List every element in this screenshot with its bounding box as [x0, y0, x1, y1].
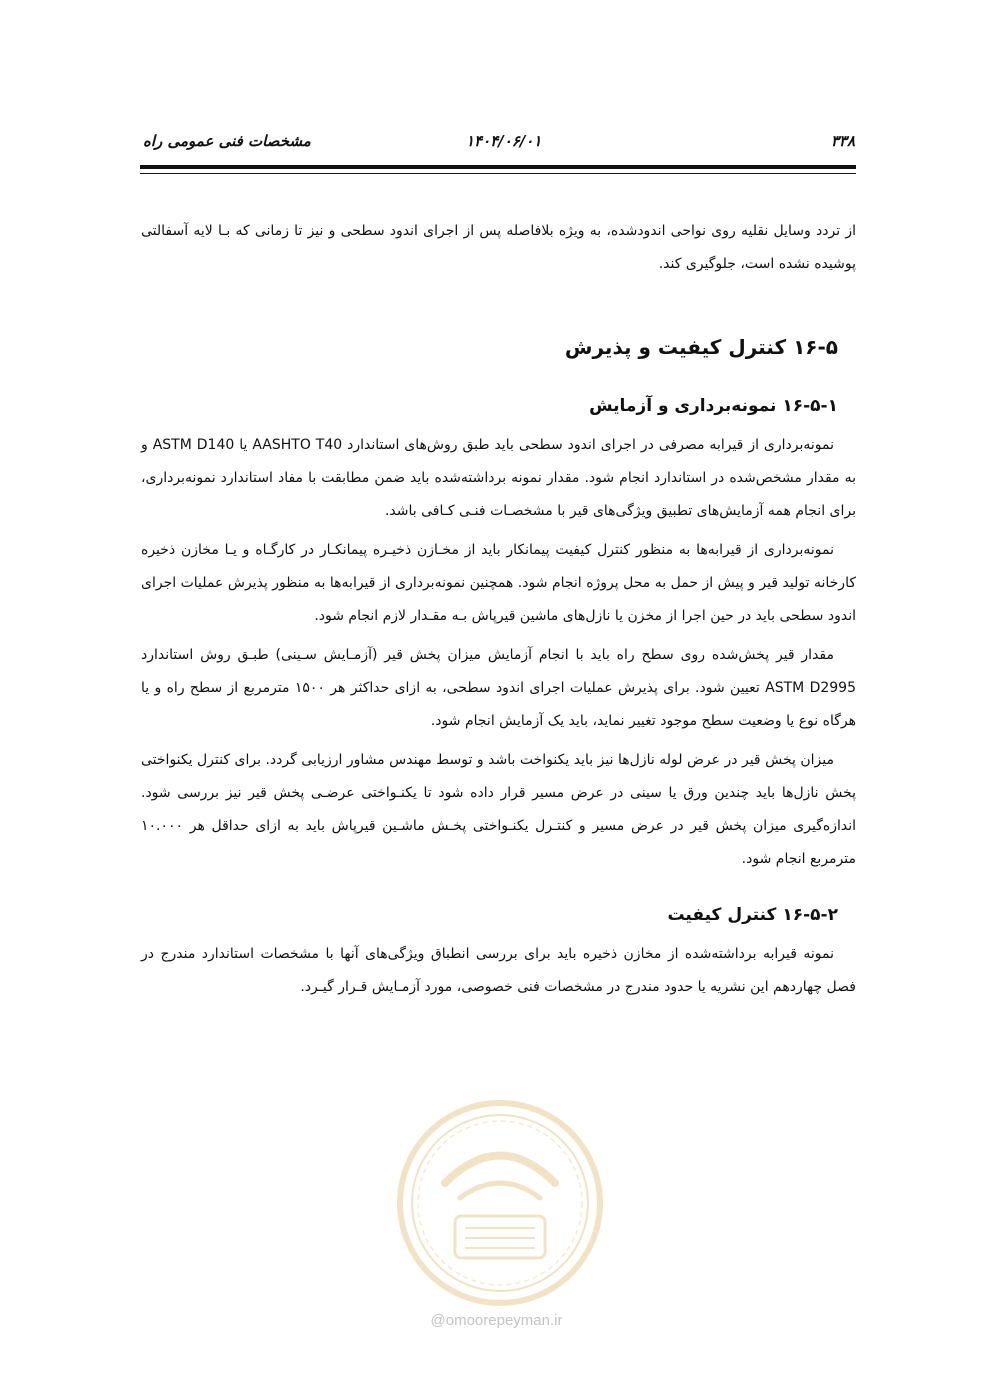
paragraph-quality-control-1: نمونه قیرابه برداشته‌شده از مخازن ذخیره باید برای بررسی انطباق ویژگی‌های آنها با مشخصات استاندارد مندرج در فصل چهاردهم این نشریه یا حدود مندرج در مشخصات فنی خصوصی، مورد آزمـایش قـرار گیـرد. [141, 946, 856, 995]
header-title: مشخصات فنی عمومی راه [143, 132, 311, 150]
paragraph-sampling-1: نمونه‌برداری از قیرابه مصرفی در اجرای اندود سطحی باید طبق روش‌های استاندارد AASHTO T40 یا ASTM D140 و به مقدار مشخص‌شده در استاندارد انجام شود. مقدار نمونه برداشته‌شده باید ضمن مطابقت با مفاد استاندارد نمونه‌برداری، برای انجام همه آزمایش‌های تطبیق ویژگی‌های قیر با مشخصـات فنـی کـافی باشد. [141, 437, 856, 519]
section-heading: ۱۶-۵ کنترل کیفیت و پذیرش [564, 335, 838, 359]
intro-paragraph: از تردد وسایل نقلیه روی نواحی اندودشده، به ویژه بلافاصله پس از اجرای اندود سطحی و نیز تا زمانی که بـا لایه آسفالتی پوشیده نشده است، جلوگیری کند. [141, 223, 856, 272]
paragraph-sampling-4: میزان پخش قیر در عرض لوله نازل‌ها نیز باید یکنواخت باشد و توسط مهندس مشاور ارزیابی گردد. برای کنترل یکنواختی پخش نازل‌ها باید چندین ورق یا سینی در عرض مسیر قرار داده شود تا یکنـواختی عرضـی پخش قیر نیز بررسی شود. اندازه‌گیری میزان پخش قیر در عرض مسیر و کنتـرل یکنـواختی پخـش ماشـین قیرپاش باید به ازای حداقل هر ۱۰.۰۰۰ مترمربع انجام شود. [141, 752, 856, 867]
header-rule-thin [140, 173, 856, 174]
paragraph-sampling-3: مقدار قیر پخش‌شده روی سطح راه باید با انجام آزمایش میزان پخش قیر (آزمـایش سـینی) طبـق روش استاندارد ASTM D2995 تعیین شود. برای پذیرش عملیات اجرای اندود سطحی، به ازای حداکثر هر ۱۵۰۰ مترمربع از سطح راه و یا هرگاه نوع یا وضعیت سطح موجود تغییر نماید، باید یک آزمایش انجام شود. [141, 647, 856, 729]
subsection-heading-quality-control: ۱۶-۵-۲ کنترل کیفیت [667, 905, 838, 925]
page-content [141, 215, 856, 1004]
omoore-peyman-logo-icon [385, 1088, 615, 1318]
header-date: ۱۴۰۴/۰۶/۰۱ [466, 132, 542, 150]
subsection-heading-sampling: ۱۶-۵-۱ نمونه‌برداری و آزمایش [589, 396, 838, 416]
page-number: ۳۳۸ [830, 132, 855, 150]
header-bar [143, 128, 855, 158]
header-rule-thick [140, 165, 856, 169]
watermark-url: @omoorepeyman.ir [430, 1312, 563, 1329]
paragraph-sampling-2: نمونه‌برداری از قیرابه‌ها به منظور کنترل کیفیت پیمانکار باید از مخـازن ذخیـره پیمانکـار در کارگـاه و یـا مخازن ذخیره کارخانه تولید قیر و پیش از حمل به محل پروژه انجام شود. همچنین نمونه‌برداری از قیرابه‌ها به منظور پذیرش عملیات اجرای اندود سطحی باید در حین اجرا از مخزن یا نازل‌های ماشین قیرپاش بـه مقـدار لازم انجام شود. [141, 542, 856, 624]
